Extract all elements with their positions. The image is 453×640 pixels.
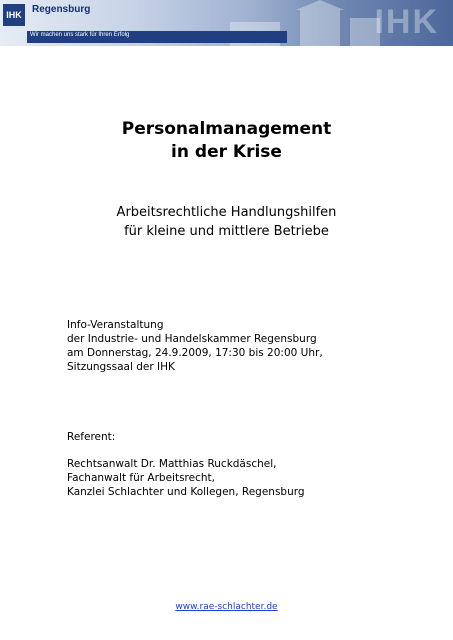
title-line-1: Personalmanagement [121, 119, 332, 139]
info-line: am Donnerstag, 24.9.2009, 17:30 bis 20:00 Uhr, [67, 347, 323, 359]
info-line: Sitzungssaal der IHK [67, 361, 175, 373]
subtitle-line-1: Arbeitsrechtliche Handlungshilfen [116, 205, 337, 220]
tagline: Wir machen uns stark für Ihren Erfolg [30, 32, 130, 38]
ihk-logo[interactable] [3, 4, 25, 26]
brand-name: Regensburg [32, 4, 91, 15]
info-line: der Industrie- und Handelskammer Regensburg [67, 333, 317, 345]
header-banner [0, 0, 453, 46]
referent-details [67, 457, 305, 499]
document-title [0, 118, 453, 164]
logo-text: IHK [6, 10, 22, 20]
footer-website-link[interactable]: www.rae-schlachter.de [175, 602, 278, 612]
info-line: Info-Veranstaltung [67, 319, 164, 331]
referent-line: Rechtsanwalt Dr. Matthias Ruckdäschel, [67, 458, 277, 470]
referent-label: Referent: [67, 431, 116, 443]
event-info [67, 318, 323, 374]
referent-line: Kanzlei Schlachter und Kollegen, Regensburg [67, 486, 305, 498]
subtitle-line-2: für kleine und mittlere Betriebe [124, 224, 329, 239]
referent-line: Fachanwalt für Arbeitsrecht, [67, 472, 215, 484]
document-subtitle [0, 203, 453, 241]
title-line-2: in der Krise [171, 142, 282, 162]
watermark-text: IHK [374, 3, 439, 41]
